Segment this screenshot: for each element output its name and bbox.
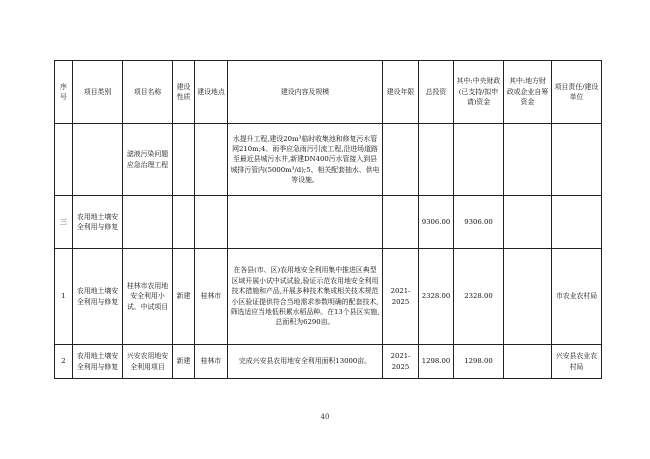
- cell-location: 桂林市: [195, 249, 228, 345]
- cell-local: [504, 124, 552, 196]
- header-cell: 项目类别: [73, 61, 123, 124]
- cell-content: 水提升工程,建设20m³临时收集池和修复污水管网210m;4、雨季应急雨污引流工程,沿进场道路至最近县城污水井,新建DN400污水管接入到县城排污管内(5000m³/d);5、相关配套抽水、供电等设施。: [228, 124, 383, 196]
- cell-nature: [173, 124, 195, 196]
- header-cell: 其中:地方财政或企业自筹资金: [504, 61, 552, 124]
- cell-number: 2: [55, 345, 73, 379]
- cell-total: 9306.00: [419, 196, 454, 249]
- header-cell: 建设性质: [173, 61, 195, 124]
- cell-name: 兴安农用地安全利用项目: [123, 345, 173, 379]
- cell-location: [195, 196, 228, 249]
- cell-number: 1: [55, 249, 73, 345]
- cell-category: 农用地土壤安全利用与修复: [73, 345, 123, 379]
- cell-total: [419, 124, 454, 196]
- cell-unit: [552, 196, 602, 249]
- header-cell: 项目责任/建设单位: [552, 61, 602, 124]
- table-row: [55, 249, 602, 345]
- cell-name: 滤液污染问题应急治理工程: [123, 124, 173, 196]
- cell-total: 2328.00: [419, 249, 454, 345]
- cell-name: [123, 196, 173, 249]
- cell-unit: [552, 124, 602, 196]
- header-cell: 建设内容及规模: [228, 61, 383, 124]
- header-cell: 序号: [55, 61, 73, 124]
- cell-content: [228, 196, 383, 249]
- header-cell: 建设地点: [195, 61, 228, 124]
- cell-category: 农用地土壤安全利用与修复: [73, 249, 123, 345]
- header-cell: 其中:中央财政(已支持/拟申请)资金: [454, 61, 504, 124]
- cell-central: 1298.00: [454, 345, 504, 379]
- header-cell: 建设年限: [383, 61, 419, 124]
- cell-location: [195, 124, 228, 196]
- cell-local: [504, 345, 552, 379]
- header-row: [55, 61, 602, 124]
- page-number: 40: [320, 413, 330, 421]
- cell-nature: 新建: [173, 249, 195, 345]
- cell-unit: 市农业农村局: [552, 249, 602, 345]
- cell-central: 9306.00: [454, 196, 504, 249]
- cell-local: [504, 249, 552, 345]
- cell-category: 农用地土壤安全利用与修复: [73, 196, 123, 249]
- cell-years: [383, 124, 419, 196]
- cell-category: [73, 124, 123, 196]
- project-table: [54, 60, 602, 379]
- cell-central: 2328.00: [454, 249, 504, 345]
- table-row-continued: [55, 124, 602, 196]
- cell-content: 完成兴安县农用地安全利用面积13000亩。: [228, 345, 383, 379]
- table-row: [55, 345, 602, 379]
- cell-location: 桂林市: [195, 345, 228, 379]
- cell-local: [504, 196, 552, 249]
- cell-years: 2021-2025: [383, 249, 419, 345]
- cell-content: 在各县(市、区)农用地安全利用集中推进区典型区域开展小试中试试验,验证示范农用地安全利用技术措施和产品,开展多种技术集成相关技术规范小区验证提供符合当地需求参数明确的配套技术,筛选适应当地低积累水稻品种。在13个县区实施,总面积为6290亩。: [228, 249, 383, 345]
- cell-nature: 新建: [173, 345, 195, 379]
- cell-name: 桂林市农用地安全利用小试、中试项目: [123, 249, 173, 345]
- cell-nature: [173, 196, 195, 249]
- cell-number: 三: [55, 196, 73, 249]
- header-cell: 项目名称: [123, 61, 173, 124]
- header-cell: 总投资: [419, 61, 454, 124]
- cell-unit: 兴安县农业农村局: [552, 345, 602, 379]
- cell-total: 1298.00: [419, 345, 454, 379]
- cell-central: [454, 124, 504, 196]
- cell-years: [383, 196, 419, 249]
- table-row-section: [55, 196, 602, 249]
- cell-number: [55, 124, 73, 196]
- cell-years: 2021-2025: [383, 345, 419, 379]
